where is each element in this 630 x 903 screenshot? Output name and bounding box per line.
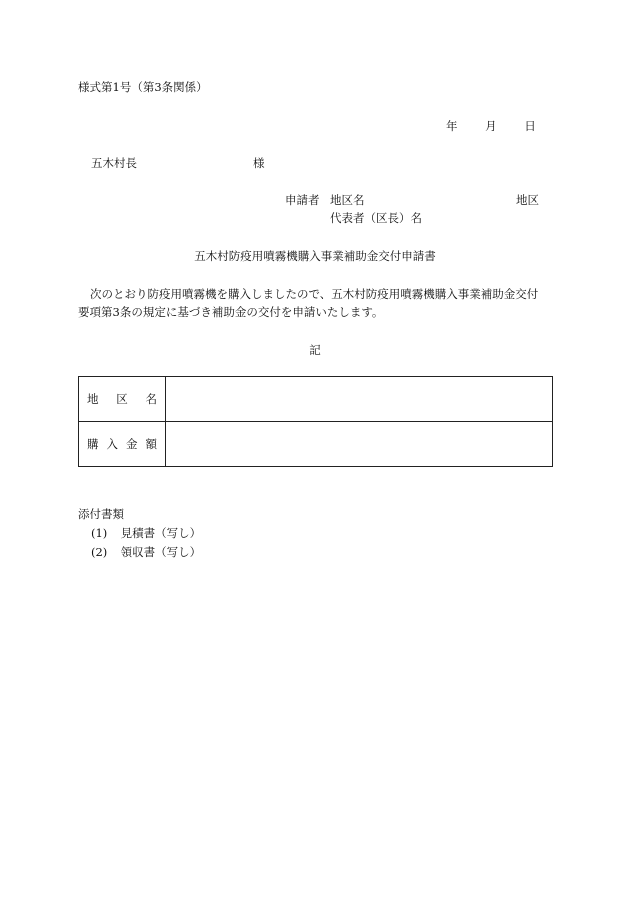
- attachment-text: 見積書（写し）: [120, 526, 202, 540]
- district-name-value-cell[interactable]: [166, 377, 553, 422]
- representative-label: 代表者（区長）名: [330, 211, 422, 225]
- attachment-text: 領収書（写し）: [120, 545, 202, 559]
- addressee-honorific: 様: [253, 156, 265, 170]
- table-row: [79, 422, 553, 467]
- list-item: [91, 545, 201, 559]
- form-number: 様式第1号（第3条関係）: [78, 80, 208, 94]
- purchase-amount-label-text: 購 入 金 額: [87, 437, 157, 451]
- document-title: 五木村防疫用噴霧機購入事業補助金交付申請書: [194, 249, 436, 263]
- date-month: 月: [485, 119, 497, 133]
- date-day: 日: [524, 119, 536, 133]
- purchase-amount-label-cell: [79, 422, 166, 467]
- date-line: [446, 119, 536, 133]
- attachment-number: (2): [91, 545, 108, 559]
- purchase-amount-value-cell[interactable]: [166, 422, 553, 467]
- applicant-label: 申請者: [285, 193, 320, 207]
- attachment-number: (1): [91, 526, 108, 540]
- district-suffix: 地区: [516, 193, 539, 207]
- addressee-name: 五木村長: [91, 156, 137, 170]
- district-name-label-cell: [79, 377, 166, 422]
- district-name-label-text: 地 区 名: [87, 392, 157, 406]
- table-row: [79, 377, 553, 422]
- attachments-heading: 添付書類: [78, 507, 124, 521]
- date-year: 年: [446, 119, 458, 133]
- ki-heading: 記: [309, 343, 321, 357]
- district-name-label: 地区名: [330, 193, 365, 207]
- body-line-2: 要項第3条の規定に基づき補助金の交付を申請いたします。: [78, 305, 384, 319]
- application-table: [78, 376, 553, 467]
- list-item: [91, 526, 201, 540]
- body-line-1: 次のとおり防疫用噴霧機を購入しましたので、五木村防疫用噴霧機購入事業補助金交付: [90, 287, 539, 301]
